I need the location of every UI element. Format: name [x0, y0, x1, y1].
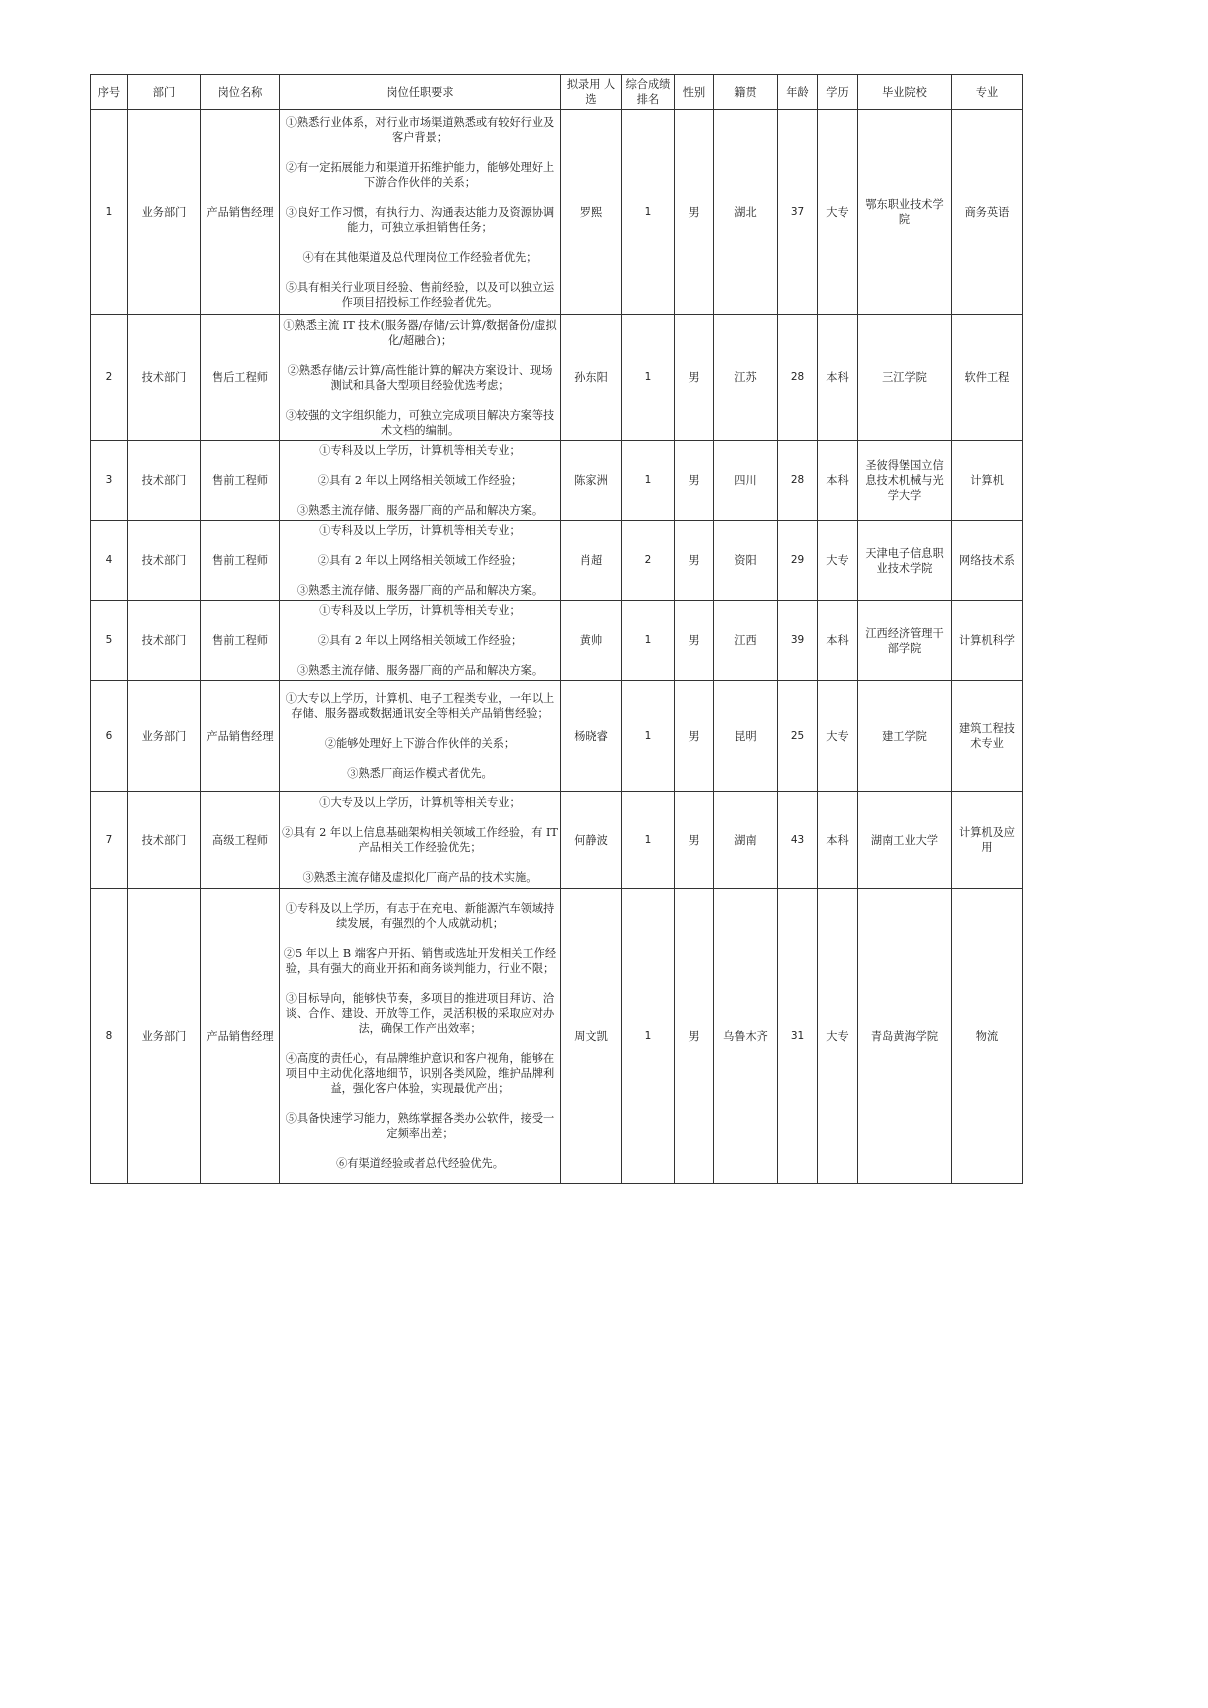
- age-cell: 31: [778, 889, 818, 1184]
- requirement-item: ③较强的文字组织能力，可独立完成项目解决方案等技术文档的编制。: [285, 408, 555, 437]
- requirement-item: ②熟悉存储/云计算/高性能计算的解决方案设计、现场测试和具备大型项目经验优选考虑；: [287, 363, 553, 392]
- header-cell-position: 岗位名称: [201, 75, 280, 110]
- requirement-item: ①熟悉行业体系，对行业市场渠道熟悉或有较好行业及客户背景；: [285, 115, 555, 144]
- school-cell: 湖南工业大学: [858, 792, 952, 889]
- requirement-item: ②有一定拓展能力和渠道开拓维护能力，能够处理好上下游合作伙伴的关系；: [285, 160, 555, 189]
- header-cell-requirements: 岗位任职要求: [280, 75, 561, 110]
- header-cell-school: 毕业院校: [858, 75, 952, 110]
- requirements-cell: [280, 315, 561, 441]
- department-cell: 技术部门: [128, 601, 201, 681]
- requirement-item: ②具有 2 年以上网络相关领域工作经验；: [317, 554, 523, 567]
- candidate-cell: 陈家洲: [561, 441, 622, 521]
- school-cell: 天津电子信息职业技术学院: [858, 521, 952, 601]
- position-cell: 售后工程师: [201, 315, 280, 441]
- position-cell: 售前工程师: [201, 441, 280, 521]
- requirements-cell: [280, 601, 561, 681]
- education-cell: 大专: [818, 889, 858, 1184]
- major-cell: 建筑工程技术专业: [952, 681, 1023, 792]
- gender-cell: 男: [675, 792, 714, 889]
- department-cell: 技术部门: [128, 441, 201, 521]
- school-cell: 三江学院: [858, 315, 952, 441]
- department-cell: 业务部门: [128, 681, 201, 792]
- row-number: 8: [91, 889, 128, 1184]
- header-cell-rank: 综合成绩排名: [622, 75, 675, 110]
- header-cell-dept: 部门: [128, 75, 201, 110]
- age-cell: 29: [778, 521, 818, 601]
- requirement-item: ②5 年以上 B 端客户开拓、销售或选址开发相关工作经验，具有强大的商业开拓和商务谈判能力，行业不限；: [283, 947, 557, 975]
- rank-cell: 1: [622, 601, 675, 681]
- age-cell: 43: [778, 792, 818, 889]
- gender-cell: 男: [675, 681, 714, 792]
- candidate-cell: 周文凯: [561, 889, 622, 1184]
- candidate-cell: 何静波: [561, 792, 622, 889]
- requirements-cell: [280, 889, 561, 1184]
- requirement-item: ⑥有渠道经验或者总代经验优先。: [336, 1157, 504, 1170]
- rank-cell: 1: [622, 792, 675, 889]
- header-cell-no: 序号: [91, 75, 128, 110]
- requirement-item: ①大专以上学历，计算机、电子工程类专业，一年以上存储、服务器或数据通讯安全等相关产品销售经验；: [285, 692, 555, 720]
- origin-cell: 资阳: [714, 521, 778, 601]
- age-cell: 37: [778, 110, 818, 315]
- requirement-item: ①专科及以上学历，有志于在充电、新能源汽车领域持续发展，有强烈的个人成就动机；: [285, 902, 555, 930]
- education-cell: 本科: [818, 792, 858, 889]
- requirement-item: ⑤具有相关行业项目经验、售前经验，以及可以独立运作项目招投标工作经验者优先。: [285, 280, 555, 309]
- major-cell: 软件工程: [952, 315, 1023, 441]
- rank-cell: 1: [622, 681, 675, 792]
- education-cell: 大专: [818, 110, 858, 315]
- table-row: [91, 792, 1023, 889]
- education-cell: 大专: [818, 521, 858, 601]
- table-row: [91, 441, 1023, 521]
- requirement-item: ②能够处理好上下游合作伙伴的关系；: [324, 737, 516, 750]
- table-row: [91, 889, 1023, 1184]
- department-cell: 技术部门: [128, 521, 201, 601]
- age-cell: 28: [778, 441, 818, 521]
- header-cell-candidate: 拟录用 人选: [561, 75, 622, 110]
- candidate-cell: 杨晓睿: [561, 681, 622, 792]
- position-cell: 产品销售经理: [201, 889, 280, 1184]
- table-row: [91, 681, 1023, 792]
- major-cell: 计算机科学: [952, 601, 1023, 681]
- position-cell: 产品销售经理: [201, 110, 280, 315]
- requirement-item: ③熟悉主流存储、服务器厂商的产品和解决方案。: [296, 504, 544, 517]
- education-cell: 本科: [818, 601, 858, 681]
- row-number: 6: [91, 681, 128, 792]
- table-row: [91, 521, 1023, 601]
- rank-cell: 1: [622, 110, 675, 315]
- age-cell: 39: [778, 601, 818, 681]
- school-cell: 江西经济管理干部学院: [858, 601, 952, 681]
- requirements-cell: [280, 441, 561, 521]
- requirement-item: ③目标导向，能够快节奏，多项目的推进项目拜访、洽谈、合作、建设、开放等工作，灵活积极的采取应对办法，确保工作产出效率；: [285, 992, 555, 1035]
- row-number: 3: [91, 441, 128, 521]
- row-number: 2: [91, 315, 128, 441]
- rank-cell: 1: [622, 441, 675, 521]
- gender-cell: 男: [675, 315, 714, 441]
- school-cell: 圣彼得堡国立信息技术机械与光学大学: [858, 441, 952, 521]
- table-row: [91, 315, 1023, 441]
- requirement-item: ①专科及以上学历，计算机等相关专业；: [319, 524, 521, 537]
- rank-cell: 1: [622, 315, 675, 441]
- education-cell: 本科: [818, 315, 858, 441]
- candidate-cell: 黄帅: [561, 601, 622, 681]
- candidate-cell: 罗熙: [561, 110, 622, 315]
- candidate-cell: 孙东阳: [561, 315, 622, 441]
- requirement-item: ③良好工作习惯，有执行力、沟通表达能力及资源协调能力，可独立承担销售任务；: [285, 205, 555, 234]
- requirement-item: ①大专及以上学历，计算机等相关专业；: [319, 796, 521, 809]
- row-number: 5: [91, 601, 128, 681]
- education-cell: 本科: [818, 441, 858, 521]
- major-cell: 计算机: [952, 441, 1023, 521]
- department-cell: 业务部门: [128, 110, 201, 315]
- header-cell-age: 年龄: [778, 75, 818, 110]
- requirement-item: ④有在其他渠道及总代理岗位工作经验者优先；: [302, 250, 538, 264]
- major-cell: 商务英语: [952, 110, 1023, 315]
- gender-cell: 男: [675, 889, 714, 1184]
- origin-cell: 四川: [714, 441, 778, 521]
- requirement-item: ①专科及以上学历，计算机等相关专业；: [319, 444, 521, 457]
- school-cell: 青岛黄海学院: [858, 889, 952, 1184]
- department-cell: 业务部门: [128, 889, 201, 1184]
- requirement-item: ①专科及以上学历，计算机等相关专业；: [319, 604, 521, 617]
- requirements-cell: [280, 521, 561, 601]
- requirement-item: ②具有 2 年以上网络相关领域工作经验；: [317, 634, 523, 647]
- requirement-item: ③熟悉厂商运作模式者优先。: [347, 767, 493, 780]
- table-body: [91, 110, 1023, 1184]
- department-cell: 技术部门: [128, 792, 201, 889]
- origin-cell: 江苏: [714, 315, 778, 441]
- education-cell: 大专: [818, 681, 858, 792]
- recruitment-table: [90, 74, 1023, 1184]
- rank-cell: 2: [622, 521, 675, 601]
- table-row: [91, 601, 1023, 681]
- age-cell: 28: [778, 315, 818, 441]
- position-cell: 产品销售经理: [201, 681, 280, 792]
- row-number: 7: [91, 792, 128, 889]
- header-cell-gender: 性别: [675, 75, 714, 110]
- position-cell: 售前工程师: [201, 601, 280, 681]
- gender-cell: 男: [675, 521, 714, 601]
- header-cell-major: 专业: [952, 75, 1023, 110]
- origin-cell: 江西: [714, 601, 778, 681]
- requirement-item: ③熟悉主流存储、服务器厂商的产品和解决方案。: [296, 584, 544, 597]
- rank-cell: 1: [622, 889, 675, 1184]
- gender-cell: 男: [675, 110, 714, 315]
- requirements-cell: [280, 792, 561, 889]
- school-cell: 鄂东职业技术学院: [858, 110, 952, 315]
- age-cell: 25: [778, 681, 818, 792]
- header-cell-origin: 籍贯: [714, 75, 778, 110]
- school-cell: 建工学院: [858, 681, 952, 792]
- origin-cell: 湖南: [714, 792, 778, 889]
- requirement-item: ③熟悉主流存储、服务器厂商的产品和解决方案。: [296, 664, 544, 677]
- department-cell: 技术部门: [128, 315, 201, 441]
- origin-cell: 湖北: [714, 110, 778, 315]
- requirement-item: ④高度的责任心，有品牌维护意识和客户视角，能够在项目中主动优化落地细节，识别各类风险，维护品牌利益，强化客户体验，实现最优产出；: [285, 1052, 555, 1095]
- major-cell: 物流: [952, 889, 1023, 1184]
- gender-cell: 男: [675, 441, 714, 521]
- header-cell-education: 学历: [818, 75, 858, 110]
- requirements-cell: [280, 681, 561, 792]
- origin-cell: 乌鲁木齐: [714, 889, 778, 1184]
- requirement-item: ①熟悉主流 IT 技术(服务器/存储/云计算/数据备份/虚拟化/超融合)；: [283, 318, 557, 347]
- requirement-item: ③熟悉主流存储及虚拟化厂商产品的技术实施。: [302, 871, 538, 884]
- origin-cell: 昆明: [714, 681, 778, 792]
- table-row: [91, 110, 1023, 315]
- requirements-cell: [280, 110, 561, 315]
- position-cell: 售前工程师: [201, 521, 280, 601]
- row-number: 1: [91, 110, 128, 315]
- header-row: [91, 75, 1023, 110]
- requirement-item: ②具有 2 年以上信息基础架构相关领域工作经验，有 IT 产品相关工作经验优先；: [282, 826, 558, 854]
- candidate-cell: 肖超: [561, 521, 622, 601]
- row-number: 4: [91, 521, 128, 601]
- major-cell: 网络技术系: [952, 521, 1023, 601]
- gender-cell: 男: [675, 601, 714, 681]
- requirement-item: ②具有 2 年以上网络相关领域工作经验；: [317, 474, 523, 487]
- position-cell: 高级工程师: [201, 792, 280, 889]
- requirement-item: ⑤具备快速学习能力，熟练掌握各类办公软件，接受一定频率出差；: [285, 1112, 555, 1140]
- major-cell: 计算机及应用: [952, 792, 1023, 889]
